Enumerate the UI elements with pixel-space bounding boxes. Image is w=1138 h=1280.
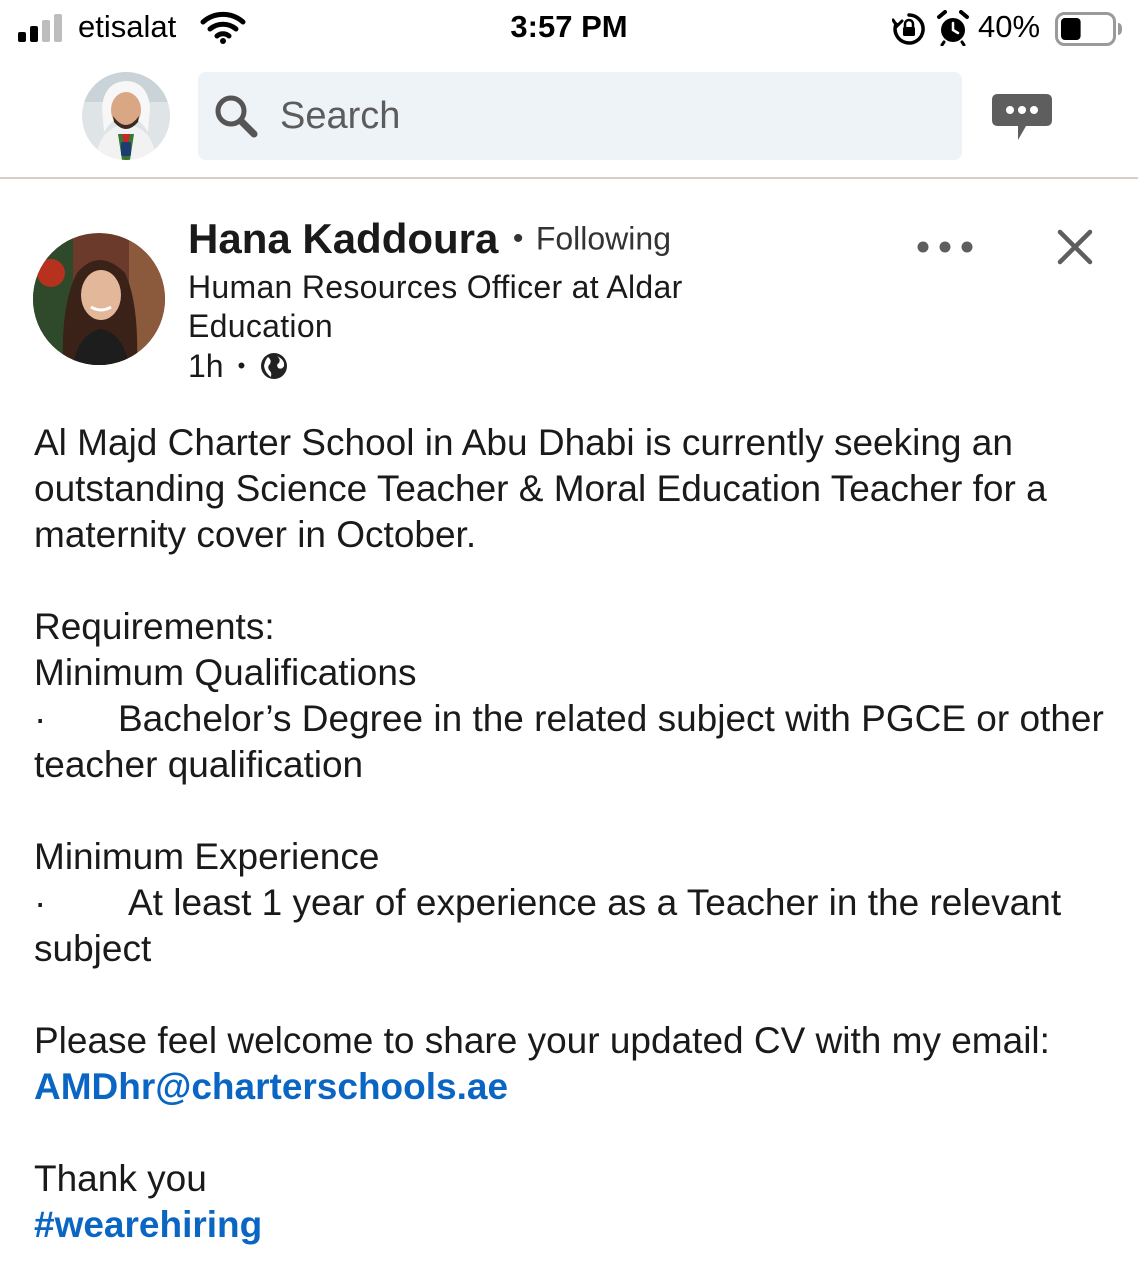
more-options-icon[interactable] — [912, 230, 978, 264]
wifi-icon — [200, 10, 246, 44]
status-time: 3:57 PM — [510, 9, 628, 44]
thanks-text: Thank you — [34, 1158, 207, 1199]
separator-dot: • — [237, 353, 246, 378]
battery-percentage: 40% — [978, 9, 1041, 44]
search-input[interactable] — [280, 72, 940, 160]
author-avatar[interactable] — [33, 233, 165, 365]
globe-icon — [259, 351, 289, 381]
post-meta — [188, 346, 289, 386]
signal-icon — [18, 14, 68, 42]
search-icon — [212, 92, 260, 140]
requirements-heading: Requirements: — [34, 606, 275, 647]
alarm-icon — [936, 10, 970, 46]
cv-text: Please feel welcome to share your updated CV with my email: — [34, 1020, 1050, 1061]
separator-dot: • — [512, 222, 524, 255]
post-body — [34, 420, 1114, 1248]
bullet-mark: · — [34, 698, 47, 739]
post-intro: Al Majd Charter School in Abu Dhabi is currently seeking an outstanding Science Teacher & Moral Education Teacher for a maternity cover in October. — [34, 422, 1047, 555]
author-name[interactable]: Hana Kaddoura — [188, 215, 499, 262]
search-bar[interactable] — [198, 72, 962, 160]
experience-heading: Minimum Experience — [34, 836, 380, 877]
author-headline: Human Resources Officer at Aldar Education — [188, 269, 683, 344]
cv-paragraph — [34, 1018, 1114, 1110]
email-link[interactable]: AMDhr@charterschools.ae — [34, 1066, 509, 1107]
battery-icon — [1055, 12, 1123, 46]
my-profile-avatar[interactable] — [82, 72, 170, 160]
following-status: Following — [535, 220, 671, 257]
messaging-icon[interactable] — [990, 92, 1054, 144]
experience-text: At least 1 year of experience as a Teacher in the relevant subject — [34, 882, 1062, 969]
author-line — [188, 215, 671, 267]
hashtag-link[interactable]: #wearehiring — [34, 1204, 263, 1245]
bullet-mark: · — [34, 882, 47, 923]
experience-item — [34, 880, 1114, 972]
post-time: 1h — [188, 347, 224, 384]
rotation-lock-icon — [892, 12, 926, 46]
qualification-text: Bachelor’s Degree in the related subject with PGCE or other teacher qualification — [34, 698, 1104, 785]
status-bar — [0, 0, 1138, 58]
close-icon[interactable] — [1054, 226, 1096, 268]
qualification-item — [34, 696, 1114, 788]
app-header — [0, 58, 1138, 179]
qualifications-heading: Minimum Qualifications — [34, 652, 417, 693]
carrier-name: etisalat — [78, 9, 177, 44]
